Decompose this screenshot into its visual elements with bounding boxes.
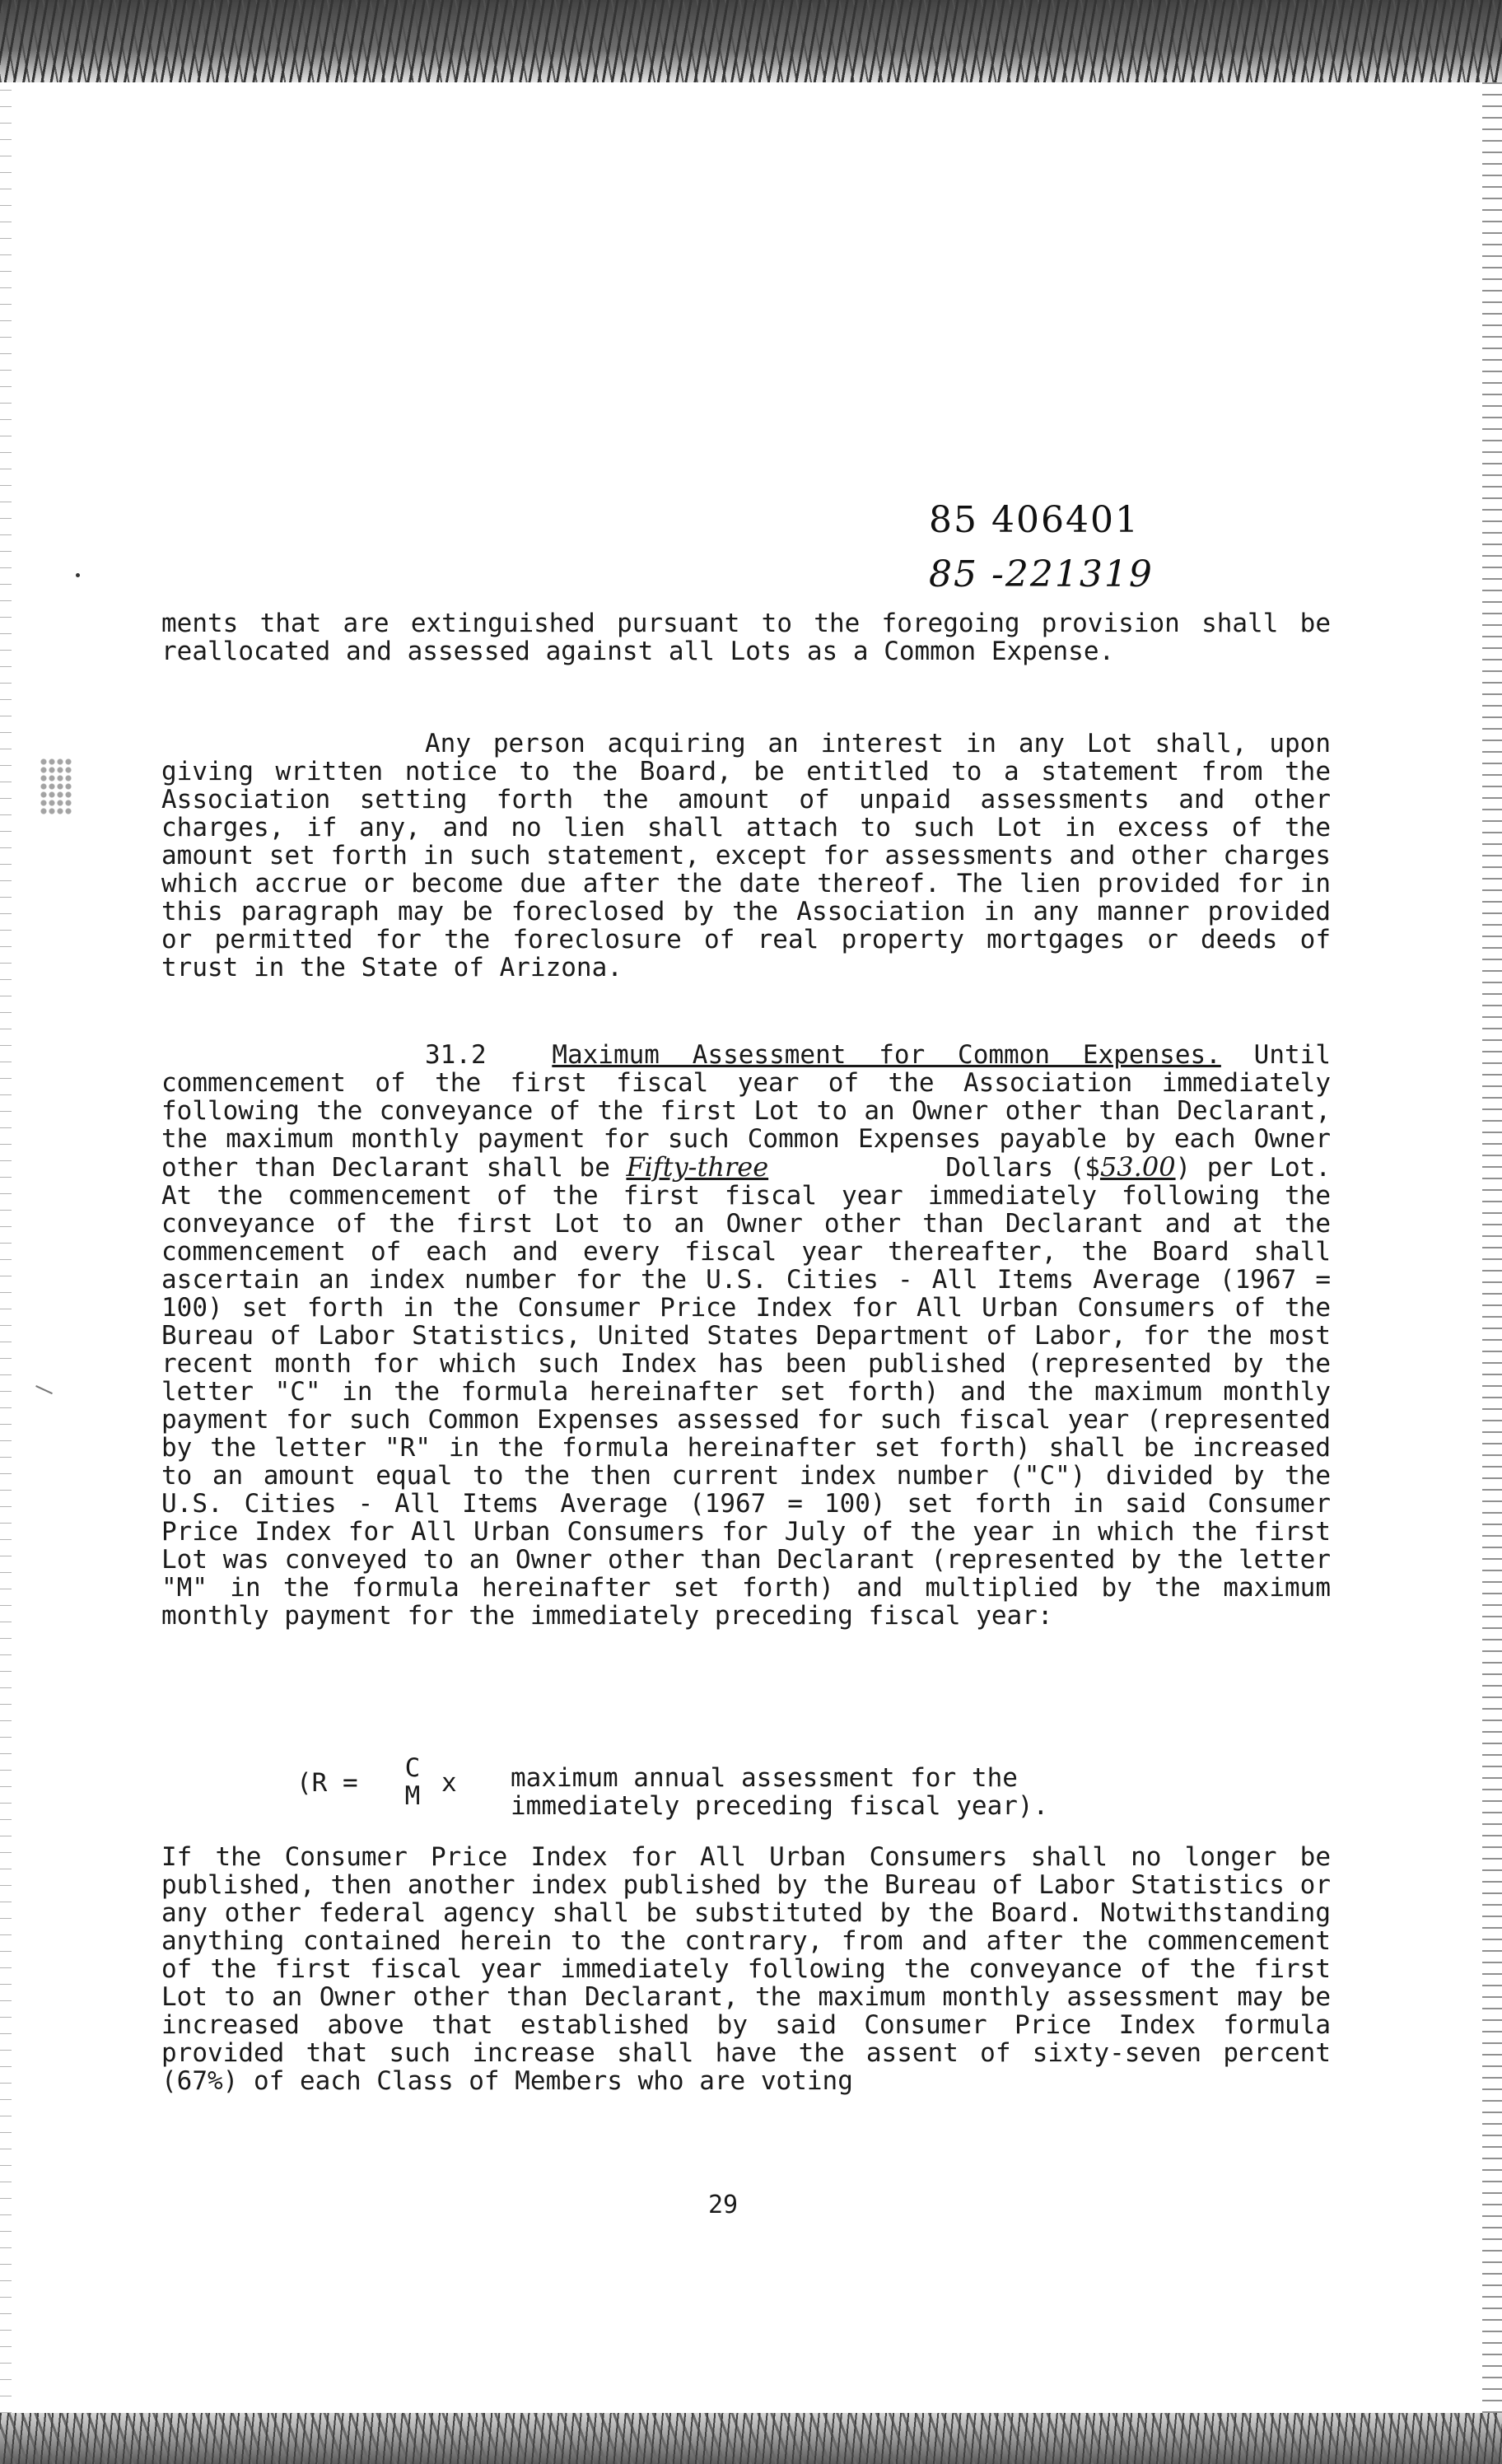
section-text-part2: ) per Lot. At the commencement of the first fiscal year immediately following the conveyance of the first Lot to an Owner other than Declarant and at the commencement of each and every fiscal year thereafter, the Board shall ascertain an index number for the U.S. Cities - All Items Average (1967 = 100) set forth in the Consumer Price Index for All Urban Consumers of the Bureau of Labor Statistics, United States Department of Labor, for the most recent month for which such Index has been published (represented by the letter "C" in the formula hereinafter set forth) and the maximum monthly payment for such Common Expenses assessed for such fiscal year (represented by the letter "R" in the formula hereinafter set forth) shall be increased to an amount equal to the then current index number ("C") divided by the U.S. Cities - All Items Average (1967 = 100) set forth in said Consumer Price Index for All Urban Consumers for July of the year in which the first Lot was conveyed to an Owner other than Declarant (represented by the letter "M" in the formula hereinafter set forth) and multiplied by the maximum monthly payment for the immediately preceding fiscal year: <box>161 1153 1331 1631</box>
handwritten-amount-words: Fifty-three <box>626 1151 769 1183</box>
scan-edge-right <box>1482 82 1502 2413</box>
formula-description-line2: immediately preceding fiscal year). <box>511 1791 1049 1821</box>
paragraph-continuation: ments that are extinguished pursuant to the foregoing provision shall be reallocated and assessed against all Lots as a Common Expense. <box>161 609 1331 666</box>
margin-smudge <box>40 758 72 815</box>
section-number: 31.2 <box>425 1040 487 1070</box>
recording-stamp-1: 85 406401 <box>929 499 1140 541</box>
section-text-part1: Until commencement of the first fiscal year of the Association immediately following the conveyance of the first Lot to an Owner other than Declarant, the maximum monthly payment for such Common Expenses payable by each Owner other than Declarant shall be <box>161 1040 1331 1183</box>
formula-description <box>511 1764 1048 1820</box>
formula-fraction <box>400 1754 425 1810</box>
scan-edge-top <box>0 0 1502 82</box>
paragraph-index-substitution: If the Consumer Price Index for All Urban Consumers shall no longer be published, then another index published by the Bureau of Labor Statistics or any other federal agency shall be substituted by the Board. Notwithstanding anything contained herein to the contrary, from and after the commencement of the first fiscal year immediately following the conveyance of the first Lot to an Owner other than Declarant, the maximum monthly assessment may be increased above that established by said Consumer Price Index formula provided that such increase shall have the assent of sixty-seven percent (67%) of each Class of Members who are voting <box>161 1842 1331 2096</box>
formula-numerator: C <box>404 1753 421 1783</box>
paragraph-lien-statement: Any person acquiring an interest in any Lot shall, upon giving written notice to the Board, be entitled to a statement from the Association setting forth the amount of unpaid assessments and other charges, if any, and no lien shall attach to such Lot in excess of the amount set forth in such statement, except for assessments and other charges which accrue or become due after the date thereof. The lien provided for in this paragraph may be foreclosed by the Association in any manner provided or permitted for the foreclosure of real property mortgages or deeds of trust in the State of Arizona. <box>161 729 1331 982</box>
dollars-label: Dollars ($ <box>945 1153 1100 1183</box>
page-number: 29 <box>708 2191 739 2219</box>
scan-edge-bottom <box>0 2413 1502 2464</box>
handwritten-amount-number: 53.00 <box>1099 1151 1176 1183</box>
scan-edge-left <box>0 82 12 2413</box>
formula-denominator: M <box>404 1781 421 1811</box>
recording-stamp-2: 85 -221319 <box>929 553 1154 595</box>
section-heading: Maximum Assessment for Common Expenses. <box>552 1040 1221 1070</box>
formula-open: (R = <box>296 1768 358 1798</box>
paragraph-maximum-assessment <box>161 1041 1331 1630</box>
assessment-formula <box>296 1754 1202 1836</box>
formula-description-line1: maximum annual assessment for the <box>511 1763 1018 1793</box>
margin-tick <box>31 1385 53 1403</box>
formula-times: x <box>441 1768 457 1798</box>
margin-dot <box>76 573 80 577</box>
